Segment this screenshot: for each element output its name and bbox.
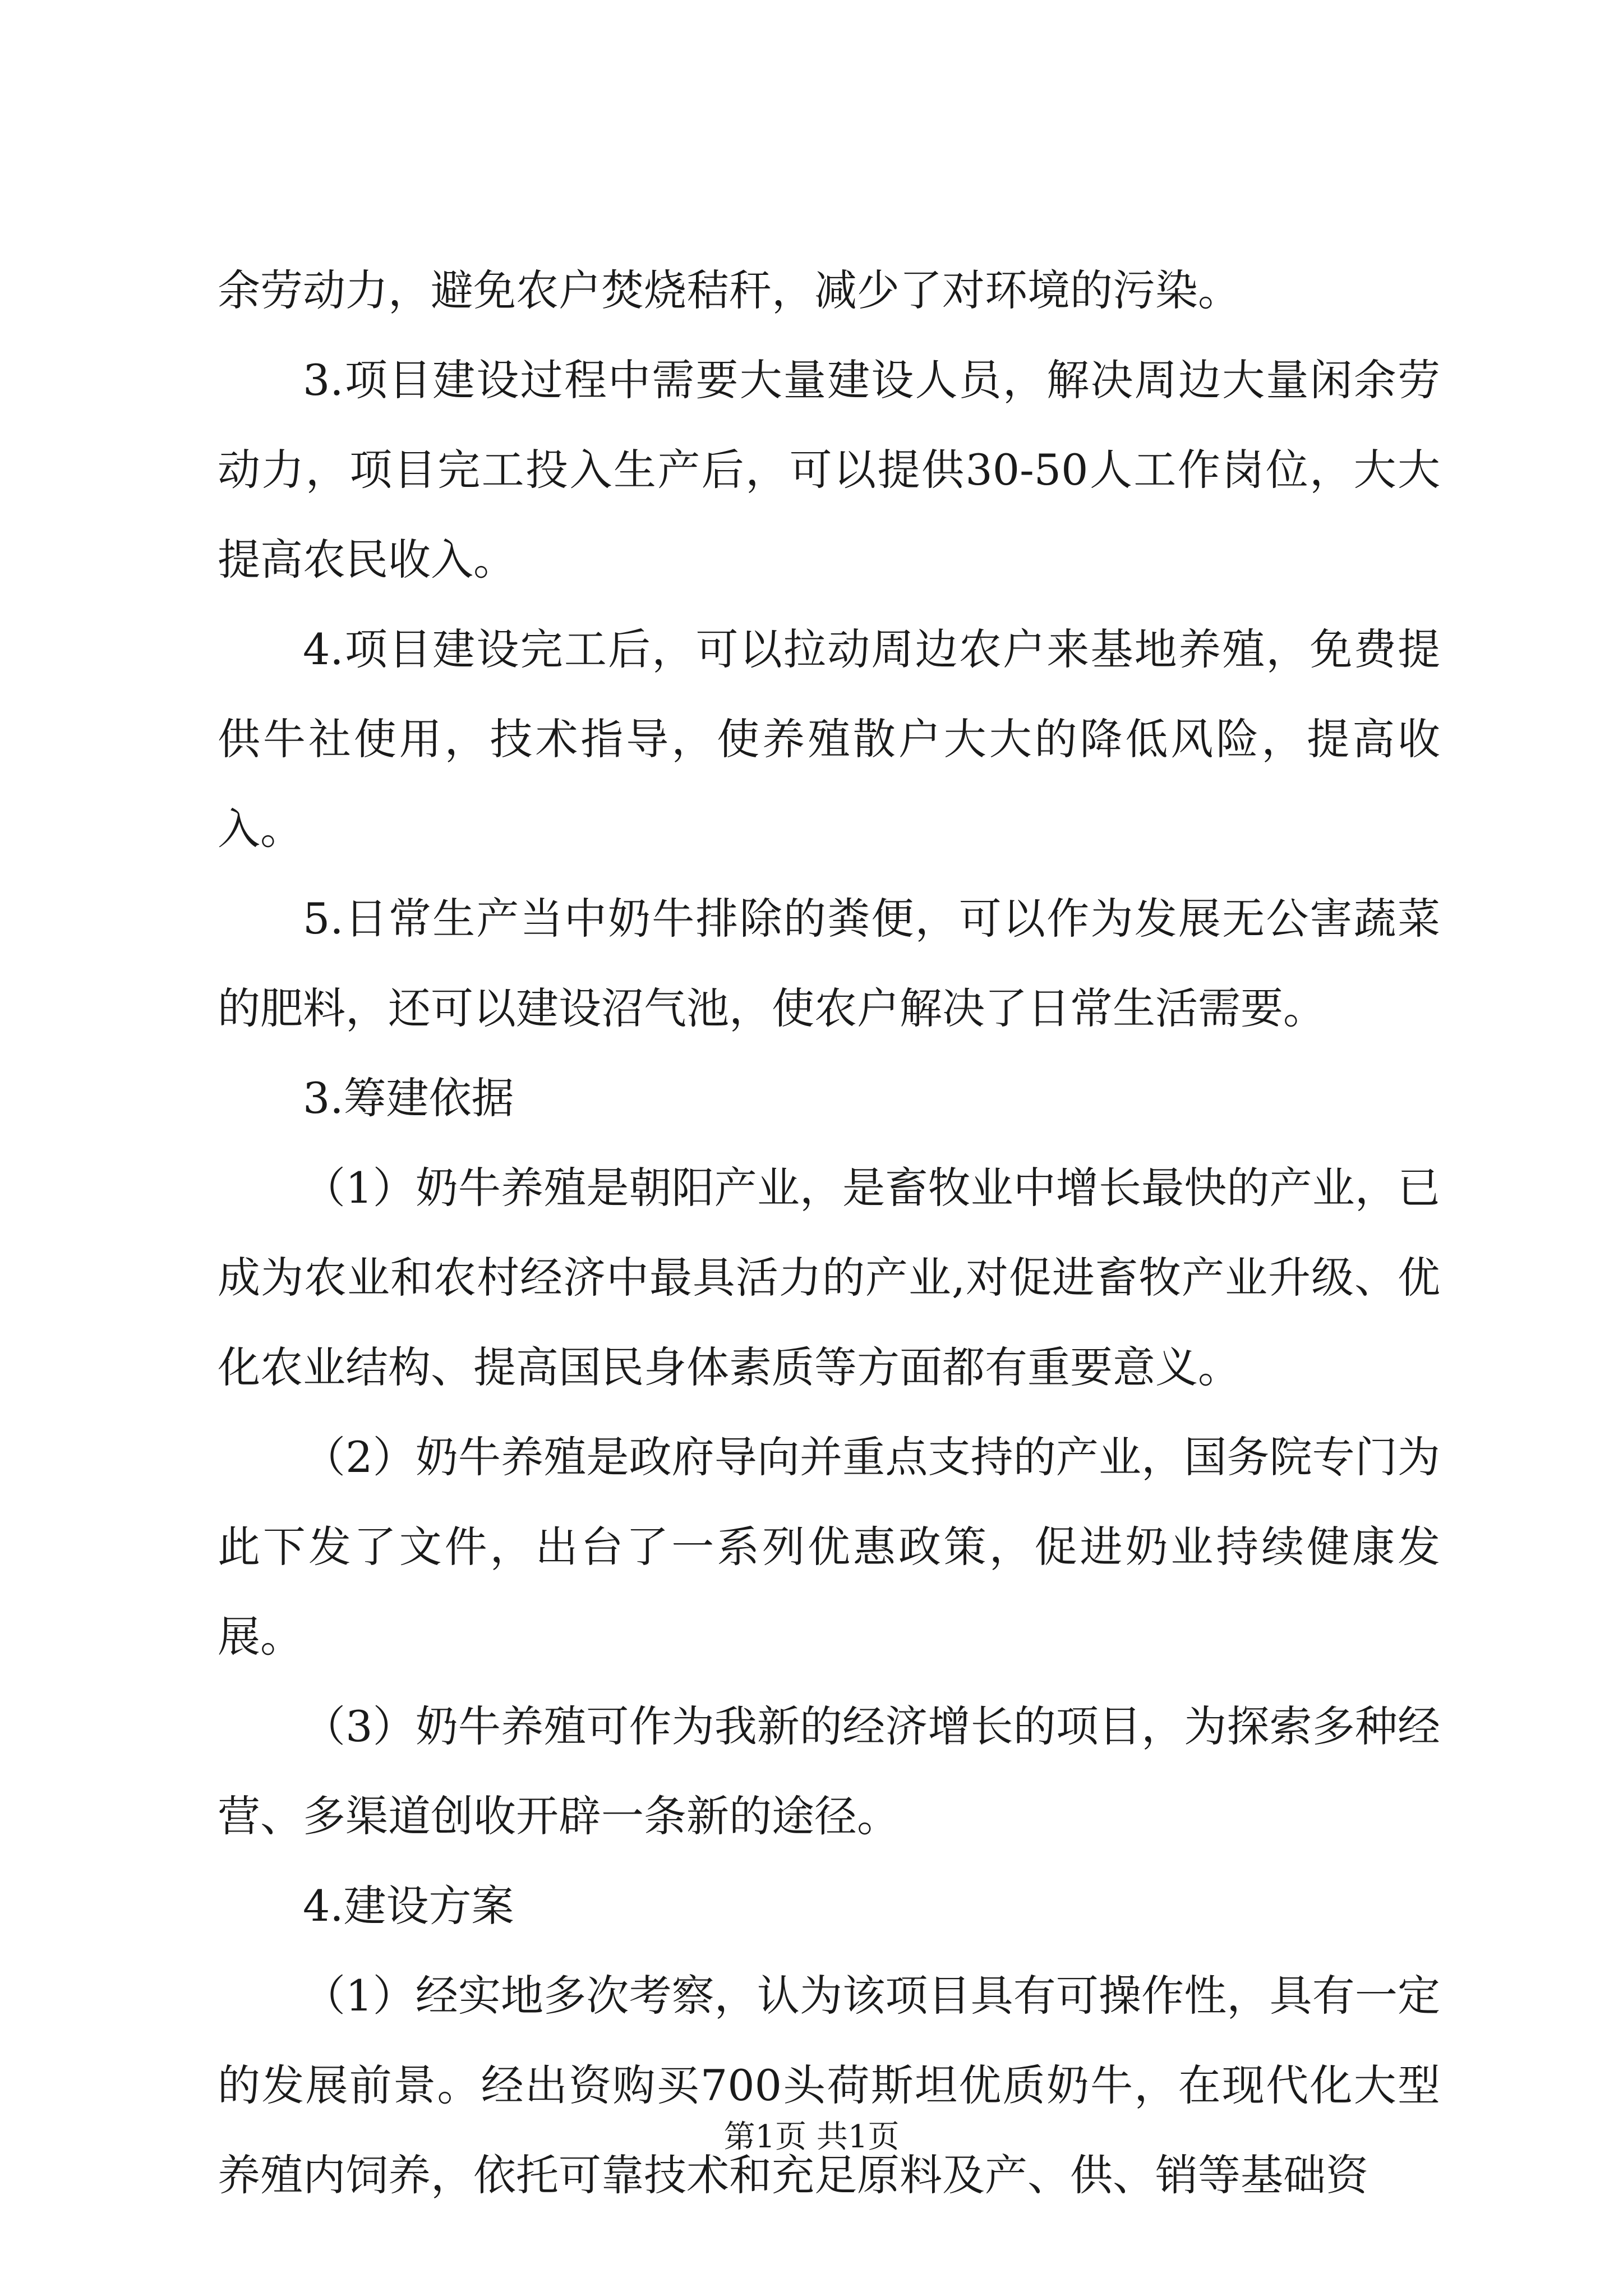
paragraph: 余劳动力，避免农户焚烧秸秆，减少了对环境的污染。 <box>218 265 1241 315</box>
paragraph: （1）奶牛养殖是朝阳产业，是畜牧业中增长最快的产业，已成为农业和农村经济中最具活力的产业,对促进畜牧产业升级、优化农业结构、提高国民身体素质等方面都有重要意义。 <box>218 1163 1440 1392</box>
section-heading: 3.筹建依据 <box>303 1073 514 1123</box>
paragraph: 3.项目建设过程中需要大量建设人员，解决周边大量闲余劳动力，项目完工投入生产后，可以提供30-50人工作岗位，大大提高农民收入。 <box>218 355 1440 585</box>
paragraph: （1）经实地多次考察，认为该项目具有可操作性，具有一定的发展前景。经出资购买700头荷斯坦优质奶牛，在现代化大型养殖内饲养，依托可靠技术和充足原料及产、供、销等基础资 <box>218 1971 1440 2200</box>
page-footer <box>0 2115 1623 2160</box>
paragraph: 5.日常生产当中奶牛排除的粪便，可以作为发展无公害蔬菜的肥料，还可以建设沼气池，使农户解决了日常生活需要。 <box>218 894 1440 1033</box>
paragraph: （2）奶牛养殖是政府导向并重点支持的产业，国务院专门为此下发了文件，出台了一系列优惠政策，促进奶业持续健康发展。 <box>218 1432 1440 1662</box>
section-heading: 4.建设方案 <box>303 1881 514 1931</box>
paragraph: 4.项目建设完工后，可以拉动周边农户来基地养殖，免费提供牛社使用，技术指导，使养殖散户大大的降低风险，提高收入。 <box>218 624 1440 854</box>
page-number-label: 第1页 共1页 <box>723 2119 900 2155</box>
paragraph: （3）奶牛养殖可作为我新的经济增长的项目，为探索多种经营、多渠道创收开辟一条新的途径。 <box>218 1701 1440 1841</box>
document-body <box>218 246 1440 2220</box>
